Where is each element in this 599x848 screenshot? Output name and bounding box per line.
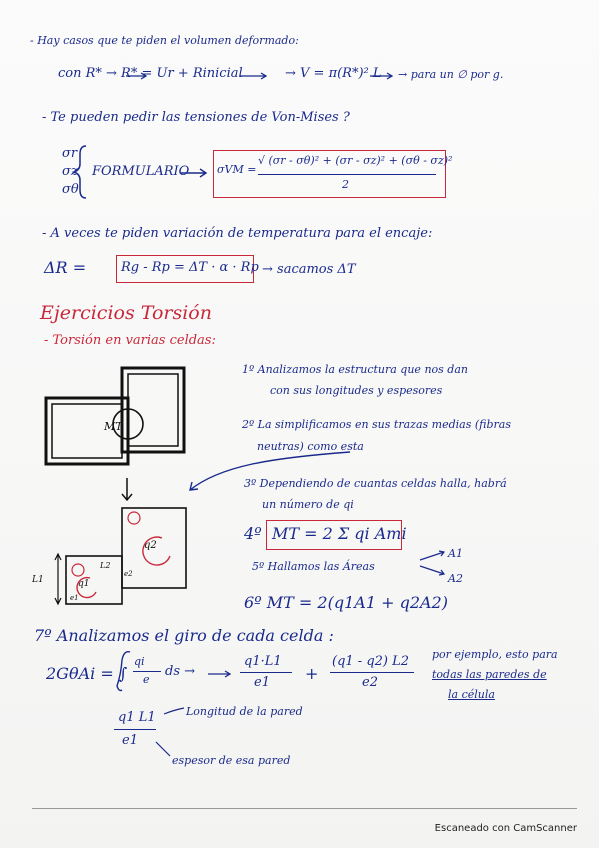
- sacamos-delta-t: → sacamos ΔT: [262, 262, 356, 277]
- l2-label: L2: [100, 561, 111, 570]
- integral-sign-icon: [117, 652, 130, 691]
- down-arrow-icon: [122, 478, 132, 500]
- area-a1: A1: [448, 547, 463, 560]
- q1l1-den: e1: [122, 733, 138, 748]
- cell-2-inner: [128, 374, 178, 446]
- cell-1-marker: [72, 564, 84, 576]
- brace-icon: [74, 146, 86, 198]
- arrow-icon: [208, 671, 230, 677]
- e2-label: e2: [124, 570, 133, 578]
- note-line-1: - Hay casos que te piden el volumen deformado:: [30, 34, 299, 47]
- von-mises-numerator: √ (σr - σθ)² + (σr - σz)² + (σθ - σz)²: [258, 154, 453, 167]
- step-4-formula: MT = 2 Σ qi Ami: [272, 524, 407, 543]
- step-6: 6º MT = 2(q1A1 + q2A2): [244, 593, 448, 612]
- step-3b: un número de qi: [262, 498, 354, 511]
- q1l1-num: q1 L1: [118, 710, 156, 725]
- sigma-vm: σVM =: [217, 163, 257, 176]
- subsection-title: - Torsión en varias celdas:: [44, 333, 216, 348]
- note-example-2: todas las paredes de: [432, 668, 547, 681]
- term1-num: q1·L1: [244, 654, 282, 669]
- term2-den: e2: [362, 675, 378, 690]
- note-line-2b: → V = π(R*)² L: [285, 66, 382, 81]
- integral-ds: ds →: [165, 664, 196, 679]
- sigma-z: σz: [62, 164, 78, 179]
- area-a2: A2: [448, 572, 463, 585]
- step-3a: 3º Dependiendo de cuantas celdas halla, habrá: [244, 477, 507, 490]
- integral-num: qi: [134, 655, 145, 668]
- scanner-watermark: Escaneado con CamScanner: [434, 823, 577, 834]
- note-line-2a: con R* → R* = Ur + Rinicial: [58, 66, 243, 81]
- arrow-icon: [180, 169, 206, 177]
- note-line-2c: → para un ∅ por g.: [398, 68, 504, 81]
- note-example-3: la célula: [448, 688, 495, 701]
- thermal-formula: Rg - Rp = ΔT · α · Rp: [121, 260, 259, 275]
- step-4-number: 4º: [244, 524, 262, 543]
- length-l1-arrow-icon: [55, 554, 61, 604]
- arrow-icon: [240, 73, 266, 79]
- q2-label: q2: [144, 540, 157, 551]
- annot-length: Longitud de la pared: [186, 705, 303, 718]
- step-7: 7º Analizamos el giro de cada celda :: [34, 626, 334, 645]
- term2-num: (q1 - q2) L2: [332, 654, 410, 669]
- arrow-icon: [126, 73, 146, 79]
- annot-thickness: espesor de esa pared: [172, 754, 291, 767]
- section-title: Ejercicios Torsión: [40, 302, 212, 324]
- von-mises-denominator: 2: [342, 178, 349, 191]
- step-2b: neutras) como esta: [257, 440, 364, 453]
- plus-sign: +: [305, 664, 319, 683]
- integral-den: e: [143, 673, 150, 686]
- arrow-icon: [420, 566, 444, 575]
- step-1a: 1º Analizamos la estructura que nos dan: [242, 363, 468, 376]
- annotation-pointer: [164, 708, 184, 714]
- q1-label: q1: [78, 579, 90, 589]
- e1-label: e1: [70, 594, 79, 602]
- arrow-icon: [420, 551, 444, 560]
- delta-r-label: ΔR =: [44, 258, 87, 277]
- step-1b: con sus longitudes y espesores: [270, 384, 443, 397]
- l1-label: L1: [32, 575, 44, 585]
- temperature-heading: - A veces te piden variación de temperatura para el encaje:: [42, 226, 433, 241]
- term1-den: e1: [254, 675, 270, 690]
- note-example-1: por ejemplo, esto para: [432, 648, 558, 661]
- torque-label: MT: [104, 420, 123, 433]
- formulario-label: FORMULARIO: [92, 164, 190, 179]
- page-bottom-rule: [32, 808, 577, 809]
- sigma-theta: σθ: [62, 182, 79, 197]
- von-mises-heading: - Te pueden pedir las tensiones de Von-Mises ?: [42, 110, 350, 125]
- step-2a: 2º La simplificamos en sus trazas medias (fibras: [242, 418, 511, 431]
- arrow-icon: [370, 73, 392, 79]
- cell-2-marker: [128, 512, 140, 524]
- sigma-r: σr: [62, 146, 78, 161]
- integral-lhs: 2GθAi = ∫: [46, 664, 128, 683]
- step-5: 5º Hallamos las Áreas: [252, 560, 375, 573]
- curved-arrow-icon: [190, 452, 350, 490]
- annotation-pointer: [156, 742, 170, 756]
